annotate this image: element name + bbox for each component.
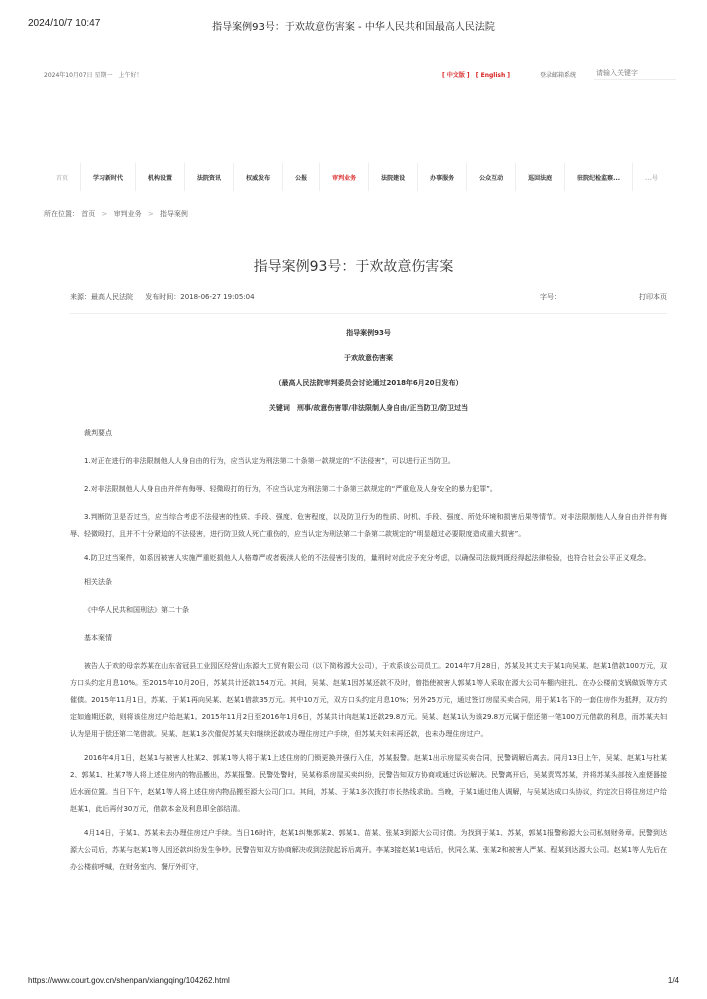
print-url: https://www.court.gov.cn/shenpan/xiangqing/104262.html <box>28 976 230 985</box>
case-name-heading: 于欢故意伤害案 <box>344 354 393 362</box>
case-fact-paragraph: 2016年4月1日，赵某1与被害人杜某2、郭某1等人将于某1上述住房的门锁更换并强行入住，苏某报警。赵某1出示房屋买卖合同，民警调解后离去。同月13日上午，吴某、赵某1与杜某2、郭某1、杜某7等人将上述住房内的物品搬出，苏某报警。民警处警时，吴某称系房屋买卖纠纷，民警告知双方协商或通过诉讼解决。民警离开后，吴某责骂苏某，并将苏某头部按入座便器接近水面位置。当日下午，赵某1等人将上述住房内物品搬至源大公司门口。其间，苏某、于某1多次拨打市长热线求助。当晚，于某1通过他人调解，与吴某达成口头协议，约定次日将住房过户给赵某1，此后再付30万元，借款本金及利息即全部结清。 <box>70 754 667 813</box>
keywords: 关键词 刑事/故意伤害罪/非法限制人身自由/正当防卫/防卫过当 <box>268 404 469 412</box>
section-heading-facts: 基本案情 <box>84 634 112 642</box>
breadcrumb-trial-business[interactable]: 审判业务 <box>113 210 142 218</box>
judgment-point-1: 1.对正在进行的非法限制他人人身自由的行为，应当认定为刑法第二十条第一款规定的“不法侵害”，可以进行正当防卫。 <box>84 457 455 465</box>
lang-english-link[interactable]: [ English ] <box>475 72 511 79</box>
nav-item-circuit-courts[interactable]: 巡回法庭 <box>516 163 565 191</box>
mail-login-link[interactable]: 登录邮箱系统 <box>540 72 577 79</box>
lang-chinese-link[interactable]: [ 中文版 ] <box>442 72 470 79</box>
top-bar <box>0 68 707 82</box>
print-datetime: 2024/10/7 10:47 <box>28 18 101 29</box>
section-heading-law: 相关法条 <box>84 578 112 586</box>
date-greeting: 2024年10月07日 星期一 上午好！ <box>44 72 143 79</box>
nav-item-more[interactable]: ...号 <box>645 174 658 182</box>
judgment-point-2: 2.对非法限制他人人身自由并伴有侮辱、轻微殴打的行为，不应当认定为刑法第二十条第三款规定的“严重危及人身安全的暴力犯罪”。 <box>84 485 497 493</box>
related-law: 《中华人民共和国刑法》第二十条 <box>84 606 189 614</box>
main-nav <box>44 163 684 191</box>
article-source: 来源：最高人民法院 <box>70 293 133 301</box>
case-number-heading: 指导案例93号 <box>346 329 391 337</box>
article-meta <box>70 292 667 314</box>
judgment-point-3: 3.判断防卫是否过当，应当综合考虑不法侵害的性质、手段、强度、危害程度，以及防卫行为的性质、时机、手段、强度、所处环境和损害后果等情节。对非法限制他人人身自由并伴有侮辱、轻微殴打，且并不十分紧迫的不法侵害，进行防卫致人死亡重伤的，应当认定为刑法第二十条第二款规定的“明显超过必要限度造成重大损害”。 <box>70 513 667 538</box>
breadcrumb <box>44 209 188 219</box>
nav-item-study[interactable]: 学习新时代 <box>81 163 136 191</box>
print-page-number: 1/4 <box>667 976 679 985</box>
case-fact-paragraph: 被告人于欢的母亲苏某在山东省冠县工业园区经营山东源大工贸有限公司（以下简称源大公司），于欢系该公司员工。2014年7月28日，苏某及其丈夫于某1向吴某、赵某1借款100万元，双方口头约定月息10%。至2015年10月20日，苏某共计还款154万元。其间，吴某、赵某1因苏某还款不及时，曾指使被害人郭某1等人采取在源大公司车棚内驻扎、在办公楼前支锅做饭等方式催债。2015年11月1日，苏某、于某1再向吴某、赵某1借款35万元。其中10万元，双方口头约定月息10%；另外25万元，通过签订房屋买卖合同，用于某1名下的一套住房作为抵押，双方约定如逾期还款，则将该住房过户给赵某1。2015年11月2日至2016年1月6日，苏某共计向赵某1还款29.8万元。吴某、赵某1认为该29.8万元属于偿还第一笔100万元借款的利息，而苏某夫妇认为是用于偿还第二笔借款。吴某、赵某1多次催促苏某夫妇继续还款或办理住房过户手续，但苏某夫妇未再还款，也未办理住房过户。 <box>70 662 667 738</box>
release-note: （最高人民法院审判委员会讨论通过2018年6月20日发布） <box>274 379 463 387</box>
page-title: 指导案例93号：于欢故意伤害案 <box>253 259 454 275</box>
nav-item-services[interactable]: 办事服务 <box>418 163 467 191</box>
nav-item-court-news[interactable]: 法院资讯 <box>185 163 234 191</box>
nav-item-releases[interactable]: 权威发布 <box>234 163 283 191</box>
language-switch <box>442 70 514 79</box>
nav-item-organization[interactable]: 机构设置 <box>136 163 185 191</box>
font-size-control[interactable]: 字号： <box>540 293 561 301</box>
nav-item-gazette[interactable]: 公报 <box>283 163 320 191</box>
nav-item-trial-business[interactable]: 审判业务 <box>320 163 369 191</box>
nav-item-discipline[interactable]: 驻院纪检监察... <box>565 163 633 191</box>
breadcrumb-separator: > <box>101 210 108 218</box>
print-header <box>0 0 707 40</box>
nav-item-home[interactable]: 首页 <box>44 163 81 191</box>
article-body <box>70 328 667 883</box>
breadcrumb-prefix: 所在位置： <box>44 210 79 218</box>
search-input[interactable] <box>594 67 676 80</box>
breadcrumb-separator: > <box>147 210 154 218</box>
print-button[interactable]: 打印本页 <box>639 293 667 301</box>
breadcrumb-home[interactable]: 首页 <box>81 210 96 218</box>
article-publish-time: 发布时间：2018-06-27 19:05:04 <box>145 293 255 301</box>
section-heading-points: 裁判要点 <box>84 429 112 437</box>
print-footer <box>0 976 707 990</box>
judgment-point-4: 4.防卫过当案件，如系因被害人实施严重贬损他人人格尊严或者亵渎人伦的不法侵害引发的，量刑时对此应予充分考虑，以确保司法裁判既经得起法律检验，也符合社会公平正义观念。 <box>84 554 651 562</box>
print-doc-title: 指导案例93号：于欢故意伤害案 - 中华人民共和国最高人民法院 <box>212 22 495 33</box>
case-fact-paragraph: 4月14日，于某1、苏某未去办理住房过户手续。当日16时许，赵某1纠集郭某2、郭某1、苗某、张某3到源大公司讨债。为找到于某1、苏某，郭某1报警称源大公司私刻财务章。民警到达源大公司后，苏某与赵某1等人因还款纠纷发生争吵。民警告知双方协商解决或到法院起诉后离开。李某3接赵某1电话后，伙同么某、张某2和被害人严某、程某到达源大公司。赵某1等人先后在办公楼前呼喊，在财务室内、餐厅外盯守， <box>70 829 667 871</box>
nav-item-public-interaction[interactable]: 公众互动 <box>467 163 516 191</box>
nav-item-court-building[interactable]: 法院建设 <box>369 163 418 191</box>
breadcrumb-guiding-cases[interactable]: 指导案例 <box>159 210 188 218</box>
